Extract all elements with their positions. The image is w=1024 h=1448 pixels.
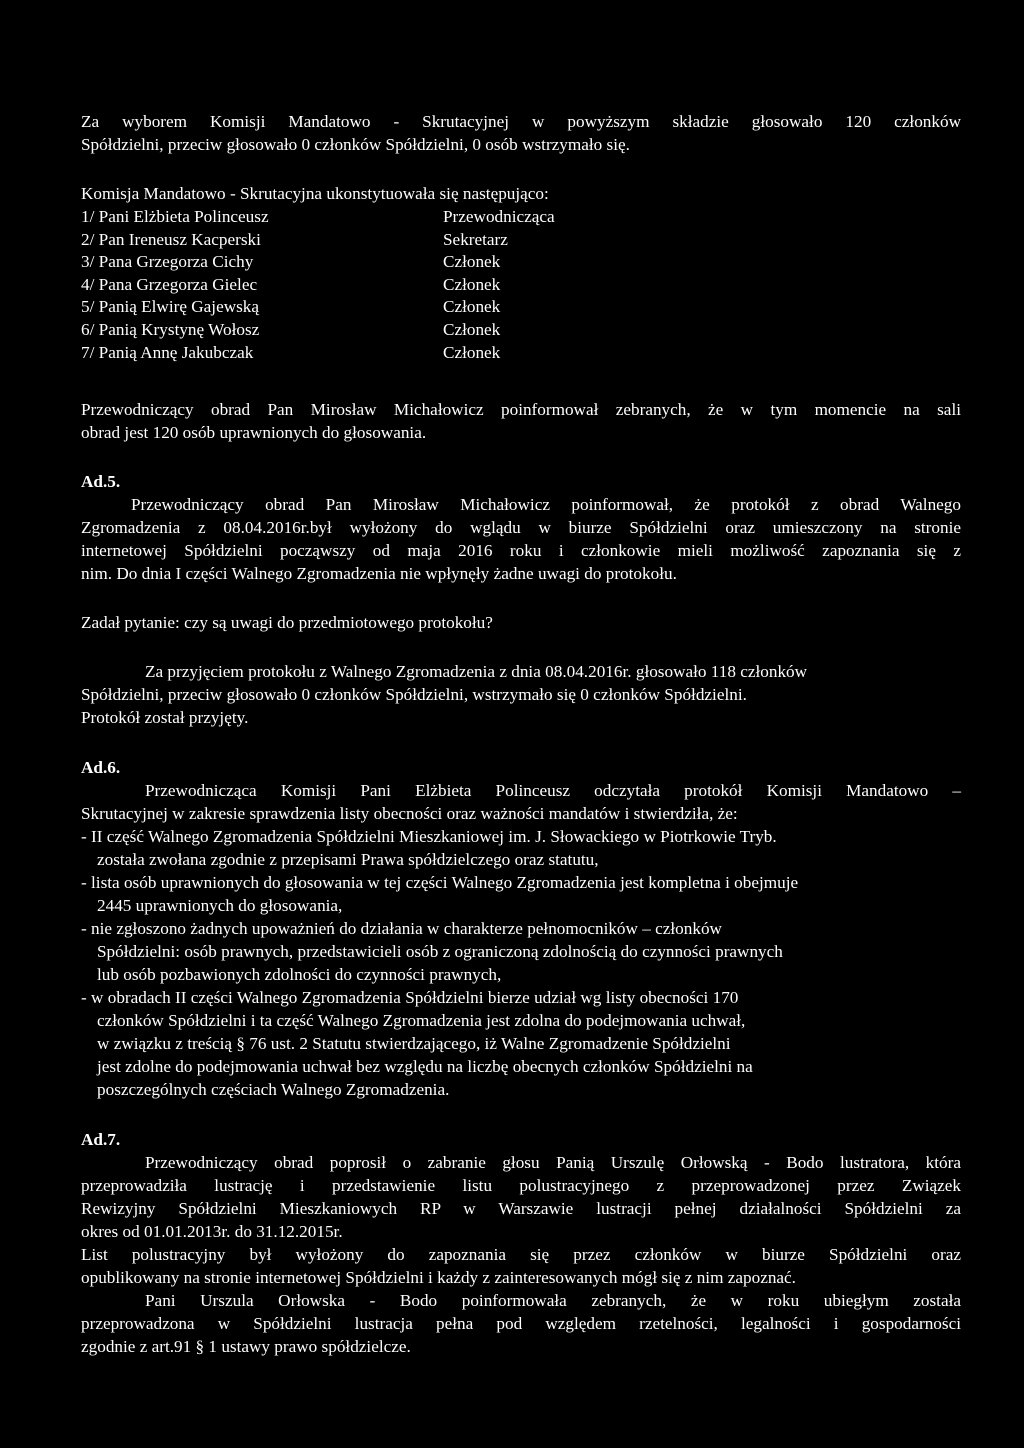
commission-member-row (81, 251, 961, 274)
vote-paragraph-line: Za wyborem Komisji Mandatowo - Skrutacyjnej w powyższym składzie głosowało 120 członków (81, 112, 961, 131)
member-name: 4/ Pana Grzegorza Gielec (81, 274, 258, 294)
ad6-line: poszczególnych częściach Walnego Zgromadzenia. (97, 1080, 450, 1099)
member-name: 2/ Pan Ireneusz Kacperski (81, 229, 261, 249)
ad7-line: zgodnie z art.91 § 1 ustawy prawo spółdzielcze. (81, 1337, 411, 1356)
member-name: 5/ Panią Elwirę Gajewską (81, 297, 260, 317)
ad6-line: Przewodnicząca Komisji Pani Elżbieta Polinceusz odczytała protokół Komisji Mandatowo – (145, 781, 961, 800)
member-name: 3/ Pana Grzegorza Cichy (81, 252, 254, 272)
ad5-line: Przewodniczący obrad Pan Mirosław Michałowicz poinformował, że protokół z obrad Walnego (131, 495, 961, 514)
ad6-line: Spółdzielni: osób prawnych, przedstawicieli osób z ograniczoną zdolnością do czynności prawnych (97, 942, 783, 961)
ad6-line: w związku z treścią § 76 ust. 2 Statutu stwierdzającego, iż Walne Zgromadzenie Spółdzielni (97, 1034, 731, 1053)
member-role: Członek (443, 274, 501, 294)
ad7-line: Pani Urszula Orłowska - Bodo poinformowała zebranych, że w roku ubiegłym została (145, 1291, 961, 1310)
member-name: 6/ Panią Krystynę Wołosz (81, 319, 260, 339)
commission-members-list (81, 206, 961, 364)
vote-paragraph-line: Spółdzielni, przeciw głosowało 0 członków Spółdzielni, 0 osób wstrzymało się. (81, 135, 630, 154)
ad6-line: 2445 uprawnionych do głosowania, (97, 896, 343, 915)
member-role: Członek (443, 319, 501, 339)
ad5-vote-line: Spółdzielni, przeciw głosowało 0 członków Spółdzielni, wstrzymało się 0 członków Spółdzielni. (81, 685, 747, 704)
ad5-line: Zgromadzenia z 08.04.2016r.był wyłożony do wglądu w biurze Spółdzielni oraz umieszczony na stronie (81, 518, 961, 537)
ad5-heading: Ad.5. (81, 472, 121, 491)
ad7-line: okres od 01.01.2013r. do 31.12.2015r. (81, 1222, 343, 1241)
ad5-vote-line: Za przyjęciem protokołu z Walnego Zgromadzenia z dnia 08.04.2016r. głosowało 118 członków (145, 662, 808, 681)
member-name: 1/ Pani Elżbieta Polinceusz (81, 207, 269, 226)
ad5-line: internetowej Spółdzielni począwszy od maja 2016 roku i członkowie mieli możliwość zapoznania się z (81, 541, 961, 560)
ad6-line: lub osób pozbawionych zdolności do czynności prawnych, (97, 965, 502, 984)
commission-member-row (81, 342, 961, 365)
member-role: Członek (443, 342, 501, 362)
commission-member-row (81, 296, 961, 319)
ad6-heading: Ad.6. (81, 758, 121, 777)
commission-member-row (81, 319, 961, 342)
member-role: Sekretarz (443, 229, 508, 249)
member-role: Przewodnicząca (443, 207, 555, 226)
ad7-heading: Ad.7. (81, 1130, 121, 1149)
ad6-line: - lista osób uprawnionych do głosowania w tej części Walnego Zgromadzenia jest kompletna i obejmuje (81, 873, 799, 892)
commission-intro: Komisja Mandatowo - Skrutacyjna ukonstytuowała się następująco: (81, 184, 549, 203)
ad6-line: - nie zgłoszono żadnych upoważnień do działania w charakterze pełnomocników – członków (81, 919, 722, 938)
member-name: 7/ Panią Annę Jakubczak (81, 342, 254, 362)
ad7-line: List polustracyjny był wyłożony do zapoznania się przez członków w biurze Spółdzielni oraz (81, 1245, 961, 1264)
ad6-line: jest zdolne do podejmowania uchwał bez względu na liczbę obecnych członków Spółdzielni na (97, 1057, 753, 1076)
ad7-line: przeprowadzona w Spółdzielni lustracja pełna pod względem rzetelności, legalności i gospodarności (81, 1314, 961, 1333)
ad6-line: - II część Walnego Zgromadzenia Spółdzielni Mieszkaniowej im. J. Słowackiego w Piotrkowie Tryb. (81, 827, 777, 846)
commission-member-row (81, 206, 961, 229)
member-role: Członek (443, 297, 501, 317)
chair-paragraph-line: obrad jest 120 osób uprawnionych do głosowania. (81, 423, 427, 442)
ad7-line: opublikowany na stronie internetowej Spółdzielni i każdy z zainteresowanych mógł się z nim zapoznać. (81, 1268, 796, 1287)
ad6-line: Skrutacyjnej w zakresie sprawdzenia listy obecności oraz ważności mandatów i stwierdziła, że: (81, 804, 738, 823)
ad5-question: Zadał pytanie: czy są uwagi do przedmiotowego protokołu? (81, 613, 493, 632)
ad6-line: członków Spółdzielni i ta część Walnego Zgromadzenia jest zdolna do podejmowania uchwał, (97, 1011, 746, 1030)
ad7-line: Przewodniczący obrad poprosił o zabranie głosu Panią Urszulę Orłowską - Bodo lustratora, która (145, 1153, 961, 1172)
ad5-line: nim. Do dnia I części Walnego Zgromadzenia nie wpłynęły żadne uwagi do protokołu. (81, 564, 677, 583)
ad5-vote-line: Protokół został przyjęty. (81, 708, 249, 727)
member-role: Członek (443, 252, 501, 272)
ad7-line: Rewizyjny Spółdzielni Mieszkaniowych RP w Warszawie lustracji pełnej działalności Spółdzielni za (81, 1199, 961, 1218)
ad7-line: przeprowadziła lustrację i przedstawienie listu polustracyjnego z przeprowadzonej przez Związek (81, 1176, 961, 1195)
ad6-line: - w obradach II części Walnego Zgromadzenia Spółdzielni bierze udział wg listy obecności 170 (81, 988, 739, 1007)
commission-member-row (81, 229, 961, 252)
ad6-line: została zwołana zgodnie z przepisami Prawa spółdzielczego oraz statutu, (97, 850, 599, 869)
chair-paragraph-line: Przewodniczący obrad Pan Mirosław Michałowicz poinformował zebranych, że w tym momencie na sali (81, 400, 961, 419)
commission-member-row (81, 274, 961, 297)
